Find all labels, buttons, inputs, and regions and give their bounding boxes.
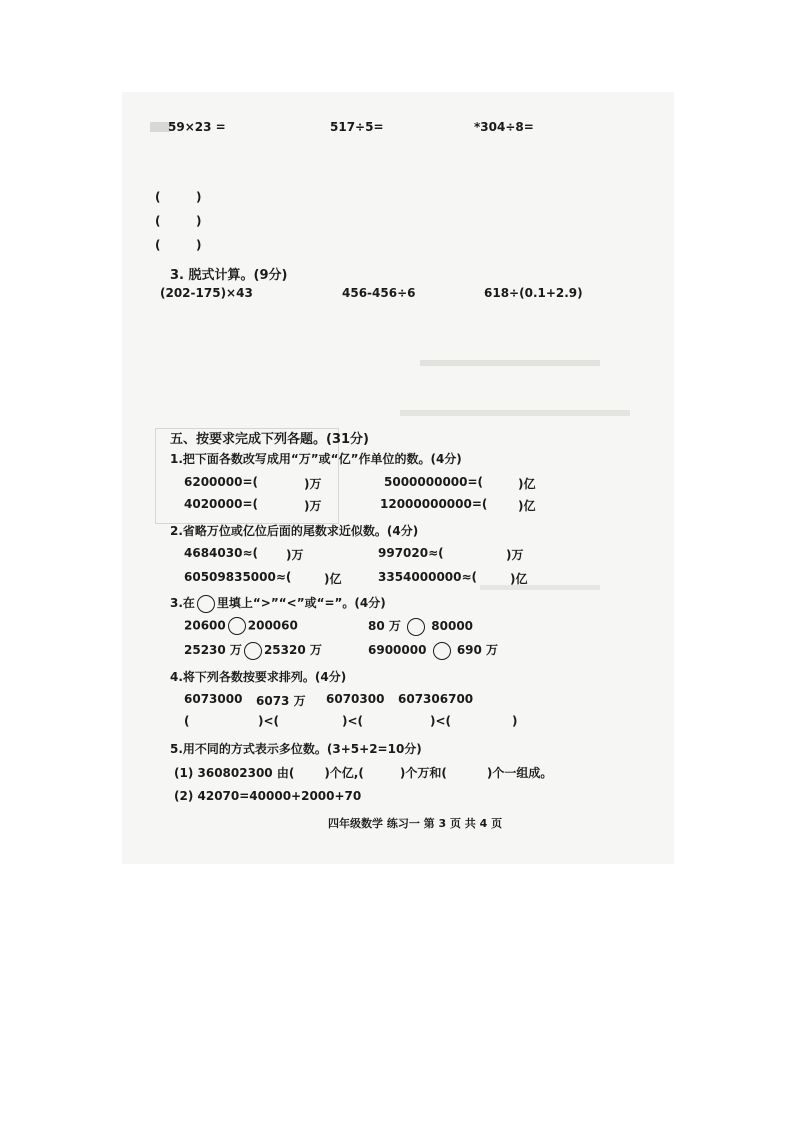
q3-title-post: 里填上“>”“<”或“=”。(4分): [216, 596, 386, 610]
q1-b: 5000000000=(: [384, 475, 484, 489]
q3-a-left: 20600: [184, 618, 226, 633]
q1-c-unit: )万: [304, 499, 322, 513]
blank-open: (: [155, 238, 161, 252]
blank-close: ): [196, 190, 202, 204]
q4-num-1: 6073000: [184, 692, 243, 706]
q3-d-right: 690 万: [456, 643, 499, 657]
q3-b-right: 80000: [431, 619, 474, 633]
q1-c: 4020000=(: [184, 497, 258, 511]
q3-c: [184, 641, 322, 660]
top-expr-3: *304÷8=: [474, 120, 534, 134]
top-expr-1: 59×23 =: [168, 120, 226, 134]
section3-expr-3: 618÷(0.1+2.9): [484, 286, 583, 300]
q3-a-right: 200060: [247, 618, 298, 633]
q5-line1: [174, 764, 552, 781]
q1-d: 12000000000=(: [380, 497, 488, 511]
q3-b: [368, 617, 473, 636]
section5-title: 五、按要求完成下列各题。(31分): [170, 432, 369, 447]
q4-blank-open: (: [184, 714, 190, 728]
bleed-through-mark: [400, 410, 630, 416]
q4-num-2: 6073 万: [256, 694, 306, 708]
q3-b-left: 80 万: [368, 619, 401, 633]
q5-line1-a: (1) 360802300 由(: [174, 766, 295, 780]
q4-lt-3: )<(: [430, 714, 452, 728]
q4-num-4: 607306700: [398, 692, 474, 706]
q1-b-unit: )亿: [518, 477, 536, 491]
q2-c-unit: )亿: [324, 572, 342, 586]
q4-title: 4.将下列各数按要求排列。(4分): [170, 670, 347, 684]
q3-d-left: 6900000: [368, 643, 427, 657]
compare-circle-icon[interactable]: [228, 617, 246, 635]
q1-d-unit: )亿: [518, 499, 536, 513]
q1-title: 1.把下面各数改写成用“万”或“亿”作单位的数。(4分): [170, 452, 462, 466]
bleed-through-mark: [480, 585, 600, 590]
q2-a: 4684030≈(: [184, 546, 258, 560]
compare-circle-icon[interactable]: [244, 642, 262, 660]
page-footer: 四年级数学 练习一 第 3 页 共 4 页: [328, 817, 503, 830]
q4-num-3: 6070300: [326, 692, 385, 706]
q2-d: 3354000000≈(: [378, 570, 478, 584]
q2-a-unit: )万: [286, 548, 304, 562]
compare-circle-icon[interactable]: [433, 642, 451, 660]
compare-circle-icon: [197, 595, 215, 613]
q4-blank-close: ): [512, 714, 518, 728]
q1-a: 6200000=(: [184, 475, 258, 489]
compare-circle-icon[interactable]: [407, 618, 425, 636]
top-expr-2: 517÷5=: [330, 120, 384, 134]
q3-c-left: 25230 万: [184, 643, 242, 657]
q5-line1-b: )个亿,(: [324, 766, 364, 780]
q3-title: [170, 594, 386, 613]
blank-close: ): [196, 214, 202, 228]
bleed-through-mark: [420, 360, 600, 366]
q2-c: 60509835000≈(: [184, 570, 292, 584]
q4-lt-1: )<(: [258, 714, 280, 728]
q3-title-pre: 3.在: [170, 596, 195, 610]
q2-b: 997020≈(: [378, 546, 444, 560]
section3-title: 3. 脱式计算。(9分): [170, 268, 288, 283]
blank-open: (: [155, 190, 161, 204]
q5-line2: (2) 42070=40000+2000+70: [174, 789, 362, 803]
q3-a: [184, 617, 298, 635]
q2-title: 2.省略万位或亿位后面的尾数求近似数。(4分): [170, 524, 419, 538]
q5-title: 5.用不同的方式表示多位数。(3+5+2=10分): [170, 742, 422, 756]
section3-expr-2: 456-456÷6: [342, 286, 416, 300]
blank-close: ): [196, 238, 202, 252]
section3-expr-1: (202-175)×43: [160, 286, 253, 300]
q2-d-unit: )亿: [510, 572, 528, 586]
q3-c-right: 25320 万: [263, 643, 322, 657]
q1-a-unit: )万: [304, 477, 322, 491]
bleed-through-mark: [150, 122, 170, 132]
q4-lt-2: )<(: [342, 714, 364, 728]
q5-line1-c: )个万和(: [399, 766, 447, 780]
q2-b-unit: )万: [506, 548, 524, 562]
blank-open: (: [155, 214, 161, 228]
q3-d: [368, 641, 498, 660]
q5-line1-d: )个一组成。: [486, 766, 553, 780]
